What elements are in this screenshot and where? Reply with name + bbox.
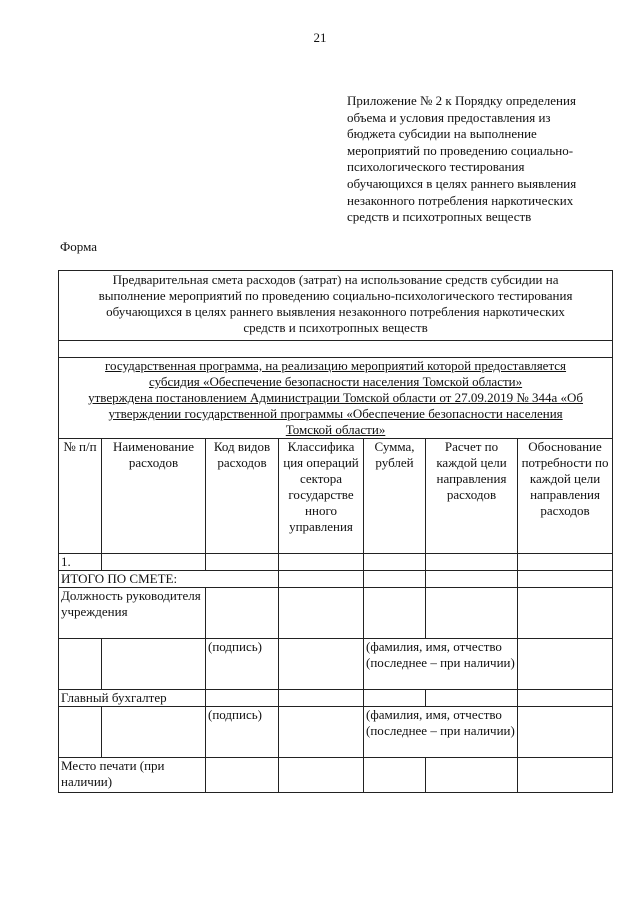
name-label: (фамилия, имя, отчество (последнее – при наличии) [364, 639, 518, 690]
total-row [59, 571, 613, 588]
header-name: Наименование расходов [102, 439, 206, 554]
cell [279, 707, 364, 758]
cell [279, 690, 364, 707]
blank-row [59, 341, 613, 358]
header-num: № п/п [59, 439, 102, 554]
estimate-table [58, 270, 613, 793]
seal-label: Место печати (при наличии) [59, 758, 206, 793]
program-line: утверждена постановлением Администрации Томской области от 27.09.2019 № 344а «Об [88, 390, 584, 405]
appendix-line: объема и условия предоставления из [347, 109, 551, 125]
cell [518, 690, 613, 707]
cell [518, 758, 613, 793]
accountant-label: Главный бухгалтер [59, 690, 206, 707]
program-row [59, 358, 613, 439]
blank-cell [59, 341, 613, 358]
appendix-line: мероприятий по проведению социально- [347, 142, 574, 158]
cell [426, 690, 518, 707]
program-line: Томской области» [285, 422, 386, 437]
cell [518, 639, 613, 690]
table-row [59, 554, 613, 571]
header-calc: Расчет по каждой цели направления расходов [426, 439, 518, 554]
cell [364, 588, 426, 639]
table-title-row [59, 271, 613, 341]
program-line: утверждении государственной программы «Обеспечение безопасности населения [108, 406, 563, 421]
header-classification: Классифика ция операций сектора государстве нного управления [279, 439, 364, 554]
cell [102, 554, 206, 571]
appendix-line: незаконного потребления наркотических [347, 192, 574, 208]
form-label: Форма [60, 239, 97, 254]
cell [279, 758, 364, 793]
cell [206, 554, 279, 571]
appendix-line: средств и психотропных веществ [347, 209, 532, 225]
cell [206, 758, 279, 793]
accountant-signature-row [59, 707, 613, 758]
row-number: 1. [59, 554, 102, 571]
page-number: 21 [313, 30, 327, 45]
cell [59, 707, 102, 758]
cell [279, 571, 364, 588]
program-line: субсидия «Обеспечение безопасности населения Томской области» [148, 374, 523, 389]
cell [364, 571, 426, 588]
cell [518, 571, 613, 588]
head-label: Должность руководителя учреждения [59, 588, 206, 639]
cell [279, 639, 364, 690]
cell [102, 639, 206, 690]
cell [364, 758, 426, 793]
cell [364, 690, 426, 707]
title-line: выполнение мероприятий по проведению социально-психологического тестирования [98, 288, 573, 303]
title-line: Предварительная смета расходов (затрат) на использование средств субсидии на [112, 272, 559, 287]
cell [426, 588, 518, 639]
header-sum: Сумма, рублей [364, 439, 426, 554]
table-title [59, 271, 613, 341]
cell [426, 758, 518, 793]
appendix-line: обучающихся в целях раннего выявления [347, 175, 577, 191]
appendix-line: бюджета субсидии на выполнение [347, 126, 537, 142]
name-label: (фамилия, имя, отчество (последнее – при наличии) [364, 707, 518, 758]
program-line: государственная программа, на реализацию мероприятий которой предоставляется [105, 358, 567, 373]
appendix-note [347, 93, 627, 226]
cell [206, 690, 279, 707]
cell [206, 588, 279, 639]
cell [518, 707, 613, 758]
signature-label: (подпись) [206, 707, 279, 758]
appendix-line: психологического тестирования [347, 159, 525, 175]
cell [426, 571, 518, 588]
header-row [59, 439, 613, 554]
cell [364, 554, 426, 571]
title-line: обучающихся в целях раннего выявления незаконного потребления наркотических [106, 304, 565, 319]
cell [518, 554, 613, 571]
appendix-line: Приложение № 2 к Порядку определения [347, 93, 576, 108]
program-text [59, 358, 613, 439]
cell [59, 639, 102, 690]
title-line: средств и психотропных веществ [243, 320, 428, 335]
seal-row [59, 758, 613, 793]
cell [426, 554, 518, 571]
head-row [59, 588, 613, 639]
head-signature-row [59, 639, 613, 690]
header-code: Код видов расходов [206, 439, 279, 554]
cell [518, 588, 613, 639]
total-label: ИТОГО ПО СМЕТЕ: [59, 571, 279, 588]
cell [279, 588, 364, 639]
header-justification: Обоснование потребности по каждой цели направления расходов [518, 439, 613, 554]
cell [102, 707, 206, 758]
signature-label: (подпись) [206, 639, 279, 690]
accountant-row [59, 690, 613, 707]
cell [279, 554, 364, 571]
